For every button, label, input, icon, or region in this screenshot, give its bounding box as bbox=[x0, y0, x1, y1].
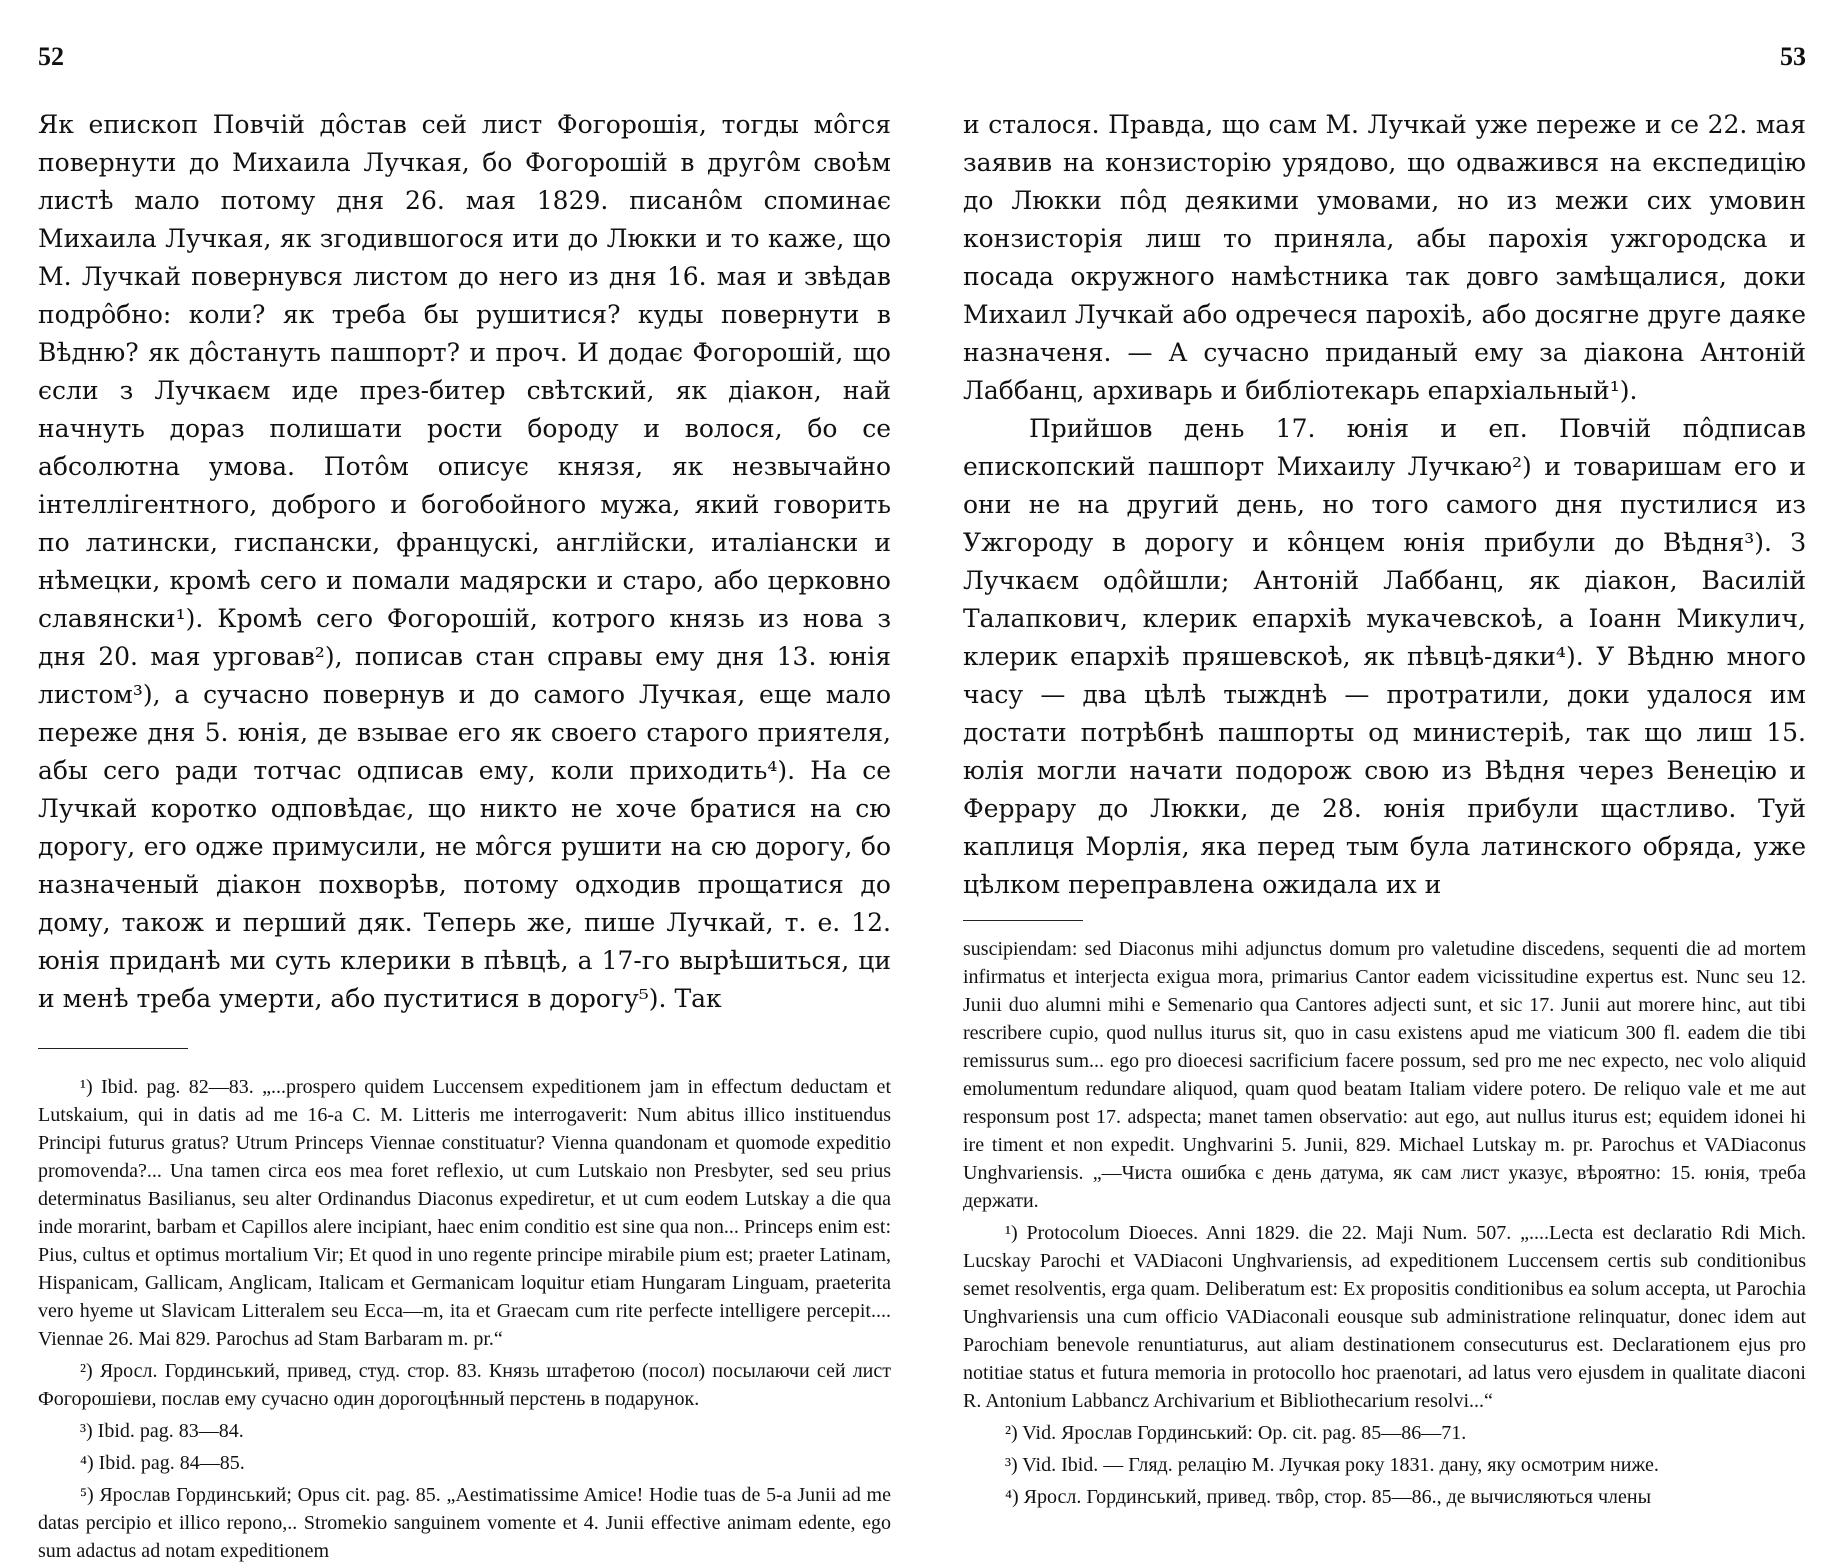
page-number: 53 bbox=[1780, 42, 1806, 71]
footnotes bbox=[963, 935, 1806, 1511]
footnote: ³) Ibid. pag. 83—84. bbox=[80, 1420, 244, 1442]
paragraph: Як епископ Повчій дôстав сей лист Фогорошія, тогды мôгся повернути до Михаила Лучкая, бо Фогорошій в другôм своѣм листѣ мало потому дня 26. мая 1829. писанôм споминає Михаила Лучкая, як згодившогося ити до Люкки и то каже, що М. Лучкай повернувся листом до него из дня 16. мая и звѣдав подрôбно: коли? як треба бы рушитися? куды повернути в Вѣдню? як дôстануть пашпорт? и проч. И додає Фогорошій, що єсли з Лучкаєм иде през-битер свѣтский, як діакон, най начнуть дораз полишати рости бороду и волося, бо се абсолютна умова. Потôм описує князя, як незвычайно інтеллігентного, доброго и богобойного мужа, який говорить по латински, гиспански, францускі, англійски, италіански и нѣмецки, кромѣ сего и помали мадярски и старо, або церковно славянски¹). Кромѣ сего Фогорошій, котрого князь из нова з дня 20. мая урговав²), пописав стан справы ему дня 13. юнія листом³), а сучасно повернув и до самого Лучкая, еще мало переже дня 5. юнія, де взывае его як своего старого приятеля, абы сего ради тотчас одписав ему, коли приходить⁴). На се Лучкай коротко одповѣдає, що никто не хоче братися на сю дорогу, его одже примусили, не мôгся рушити на сю дорогу, бо назначеный діакон похворѣв, потому одходив прощатися до дому, також и перший дяк. Теперь же, пише Лучкай, т. е. 12. юнія приданѣ ми суть клерики в пѣвцѣ, а 17-го вырѣшиться, ци и менѣ треба умерти, або пуститися в дорогу⁵). Так bbox=[38, 110, 891, 1013]
footnote-separator bbox=[38, 1048, 188, 1049]
footnotes bbox=[38, 1073, 891, 1565]
footnote: ⁴) Ibid. pag. 84—85. bbox=[80, 1452, 245, 1474]
footnote: ²) Яросл. Гординський, привед, студ. стор. 83. Князь штафетою (посол) посылаючи сей лист Фогорошіеви, послав ему сучасно один дорогоцѣнный перстень в подарунок. bbox=[38, 1360, 891, 1410]
footnote: ²) Vid. Ярослав Гординський: Op. cit. pag. 85—86—71. bbox=[1005, 1422, 1467, 1444]
footnote: ⁵) Ярослав Гординський; Opus cit. pag. 85. „Aestimatissime Amice! Hodie tuas de 5-a Junii ad me datas percipio et illico repono,.. Stromekio sanguinem vomente et 4. Junii effective animam edente, ego sum adactus ad notam expeditionem bbox=[38, 1484, 891, 1562]
main-text bbox=[963, 106, 1806, 904]
footnote-continuation: suscipiendam: sed Diaconus mihi adjunctus domum pro valetudine discedens, sequenti die ad mortem infirmatus et interjecta exigua mora, primarius Cantor eadem vicissitudine expertus est. Nunc seu 12. Junii duo alumni mihi e Semenario qua Cantores adjecti sunt, et sic 17. Junii aut morere hinc, aut tibi rescribere cupio, quod nullus iturus sit, quo in casu existens apud me viaticum 300 fl. eadem die tibi remissurus sum... ego pro dioecesi sacrificium facere possum, sed pro me nec expecto, nec volo aliquid emolumentum redundare aliquod, quam quod beatam Italiam videre potero. De reliquo vale et me aut responsum post 17. adspecta; manet tamen observatio: aut ego, aut nullus iturus est; equidem idonei hi ire timent et non expedit. Unghvarini 5. Junii, 829. Michael Lutskay m. pr. Parochus et VADiaconus Unghvariensis. „—Чиста ошибка є день датума, як сам лист указує, вѣроятно: 15. юнія, треба держати. bbox=[963, 938, 1806, 1212]
page-number: 52 bbox=[38, 42, 64, 71]
footnote: ¹) Ibid. pag. 82—83. „...prospero quidem Luccensem expeditionem jam in effectum deductam et Lutskaium, qui in datis ad me 16-a C. M. Litteris me interrogaverit: Num abitus illico instituendus Principi futurus gratus? Utrum Princeps Viennae constituatur? Vienna quandonam et quomode expeditio promovenda?... Una tamen circa eos mea foret reflexio, ut cum Lutskaio non Presbyter, sed seu prius determinatus Basilianus, seu alter Ordinandus Diaconus expediretur, et ut cum eodem Lutskay a die qua inde morarint, barbam et Capillos alere incipiant, haec enim conditio est sine qua non... Princeps enim est: Pius, cultus et optimus mortalium Vir; Et quod in uno regente principe mirabile pium est; praeter Latinam, Hispanicam, Gallicam, Anglicam, Italicam et Germanicam loquitur etiam Hungaram Linguam, praeterita vero hyeme ut Slavicam Litteralem seu Ecca—m, ita et Graecam cum rite perfecte intelligere percepit.... Viennae 26. Mai 829. Parochus ad Stam Barbaram m. pr.“ bbox=[38, 1076, 891, 1350]
paragraph: и сталося. Правда, що сам М. Лучкай уже переже и се 22. мая заявив на конзисторію урядово, що одважився на експедицію до Люкки пôд деякими умовами, но из межи сих умовин конзисторія лиш то приняла, абы парохія ужгородска и посада окружного намѣстника так довго замѣщалися, доки Михаил Лучкай або одречеся парохіѣ, або досягне друге даяке назначеня. — А сучасно приданый ему за діакона Антоній Лаббанц, архиварь и библіотекарь епархіальный¹). bbox=[963, 110, 1806, 405]
footnote: ³) Vid. Ibid. — Гляд. релацію М. Лучкая року 1831. дану, яку осмотрим ниже. bbox=[1005, 1454, 1659, 1476]
right-page bbox=[923, 0, 1846, 1508]
footnote-separator bbox=[963, 920, 1083, 921]
paragraph: Прийшов день 17. юнія и еп. Повчій пôдписав епископский пашпорт Михаилу Лучкаю²) и товаришам его и они не на другий день, но того самого дня пустилися из Ужгороду в дорогу и кôнцем юнія прибули до Вѣдня³). З Лучкаєм одôйшли; Антоній Лаббанц, як діакон, Василій Талапкович, клерик епархіѣ мукачевскоѣ, а Іоанн Микулич, клерик епархіѣ пряшевскоѣ, як пѣвцѣ-дяки⁴). У Вѣдню много часу — два цѣлѣ тыжднѣ — протратили, доки удалося им достати потрѣбнѣ пашпорты од министеріѣ, так що лиш 15. юлія могли начати подорож свою из Вѣдня через Венецію и Феррару до Люкки, де 28. юнія прибули щастливо. Туй каплиця Морлія, яка перед тым була латинского обряда, уже цѣлком переправлена ожидала их и bbox=[963, 414, 1806, 899]
footnote: ⁴) Яросл. Гординський, привед. твôр, стор. 85—86., де вычисляються члены bbox=[1005, 1486, 1652, 1508]
main-text bbox=[38, 106, 891, 1018]
footnote: ¹) Protocolum Dioeces. Anni 1829. die 22. Maji Num. 507. „....Lecta est declaratio Rdi Mich. Lucskay Parochi et VADiaconi Unghvariensis, ad expeditionem Luccensem certis sub conditionibus semet resolventis, erga quam. Deliberatum est: Ex propositis conditionibus ea solum accepta, ut Parochia Unghvariensis una cum officio VADiaconali eousque sub administratione relinquatur, donec idem aut Parochiam benevole renuntiaturus, aut aliam destinationem consecuturus est. Declarationem ejus pro notitiae status et futura memoria in protocollo hoc praenotari, ad latus vero ejusdem in qualitate diaconi R. Antonium Labbancz Archivarium et Bibliothecarium resolvi...“ bbox=[963, 1222, 1806, 1412]
left-page bbox=[0, 0, 923, 1562]
